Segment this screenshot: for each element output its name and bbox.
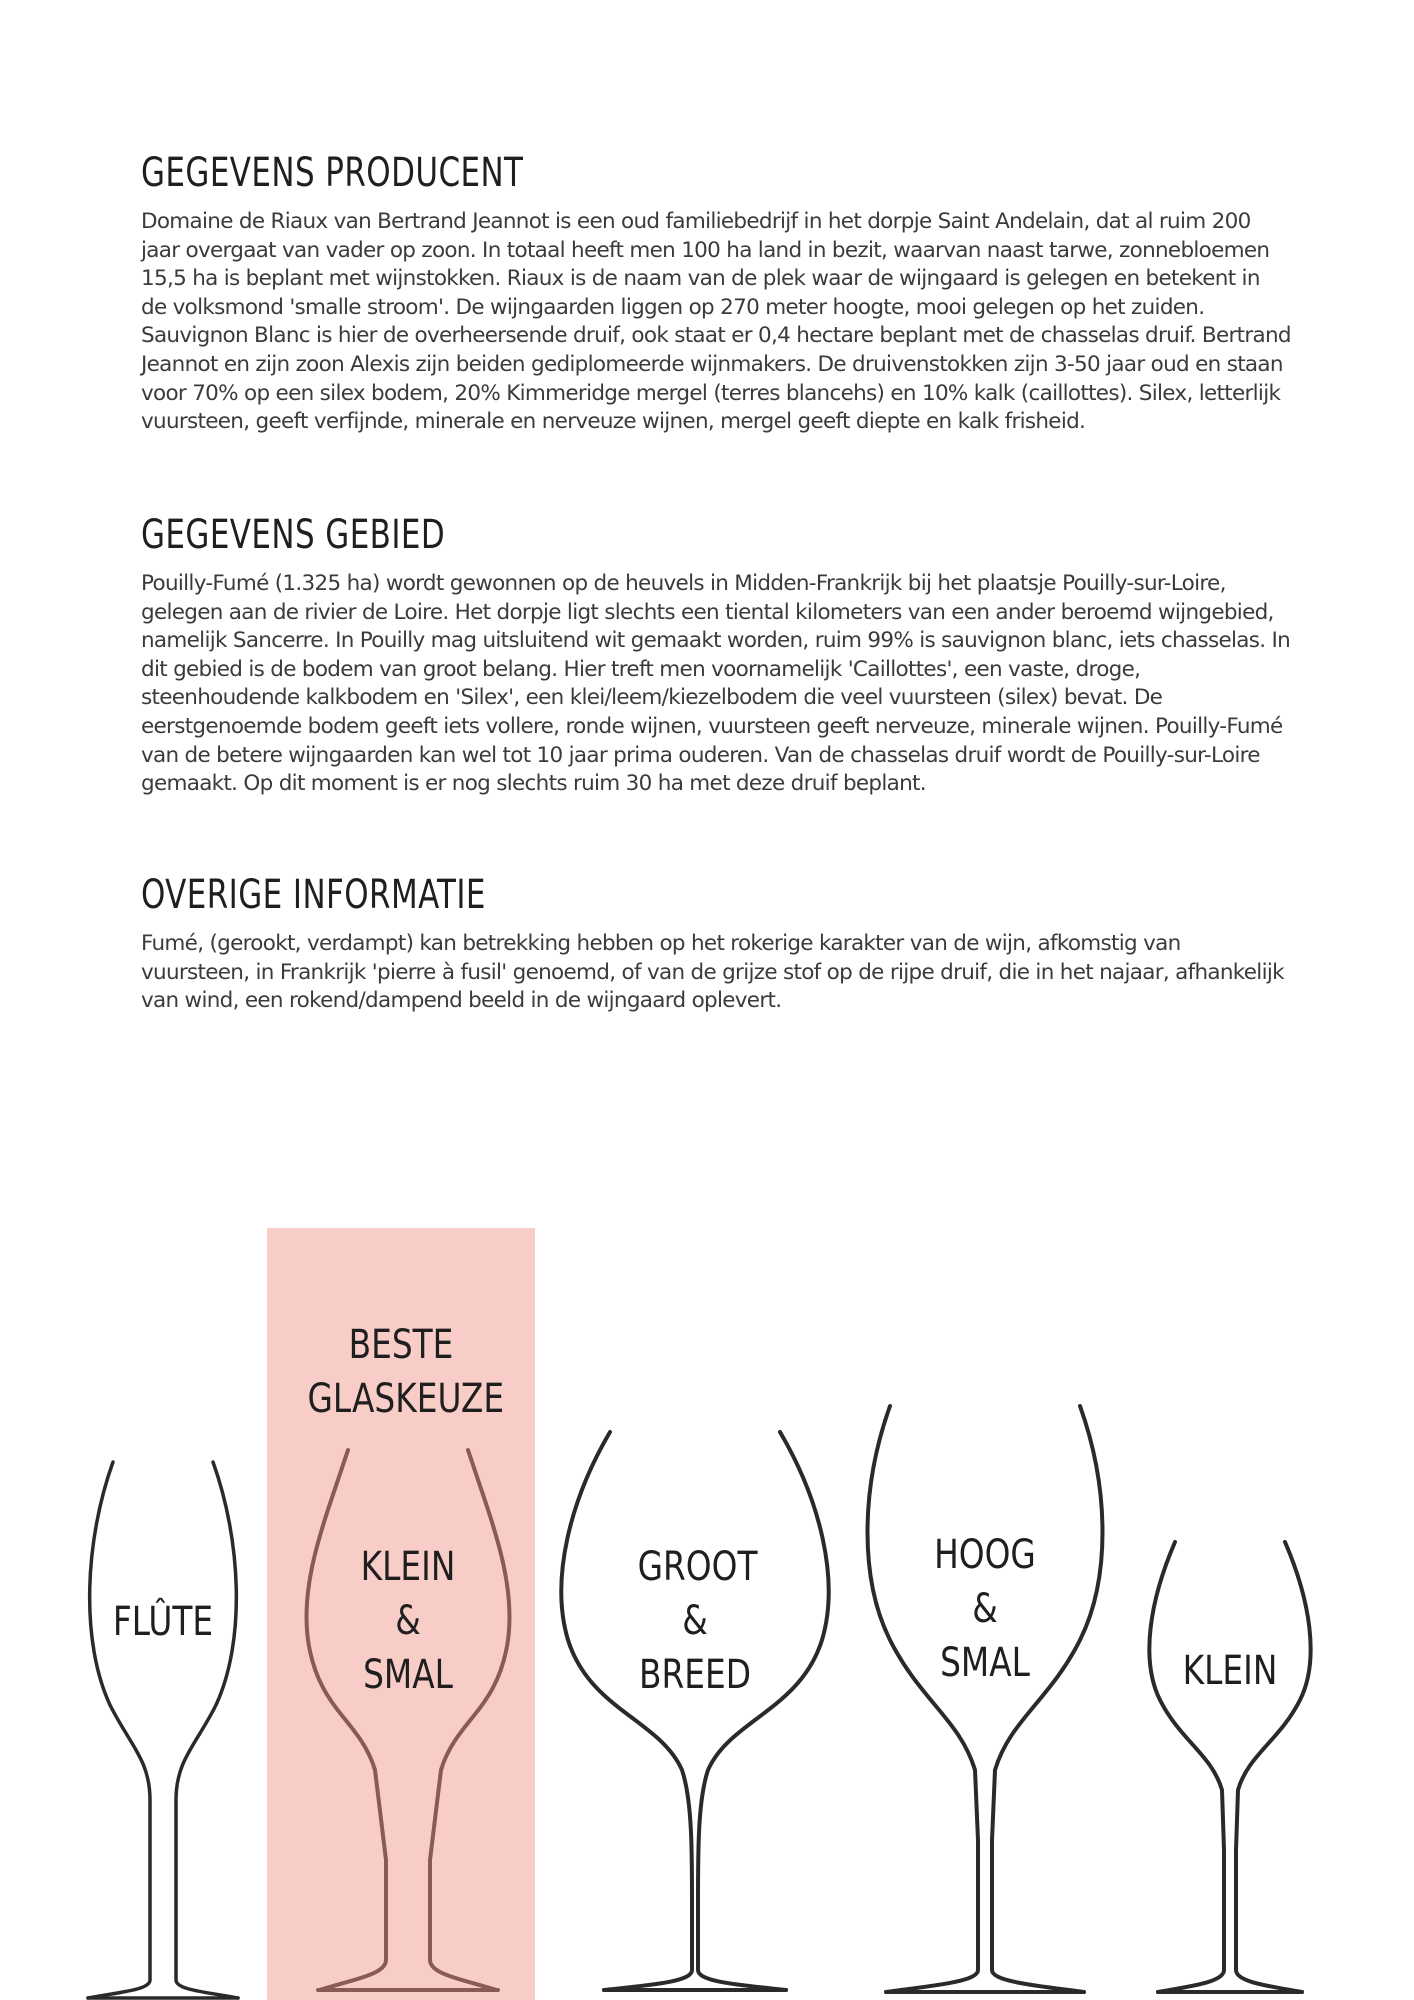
section-body: Fumé, (gerookt, verdampt) kan betrekking hebben op het rokerige karakter van de wijn, afkomstig van vuursteen, in Frankrijk 'pierre à fusil' genoemd, of van de grijze stof op de rijpe druif, die in het najaar, afhankelijk van wind, een rokend/dampend beeld in de wijngaard oplevert. <box>141 931 1284 1014</box>
section-title: GEGEVENS PRODUCENT <box>141 150 524 196</box>
groot-breed-glass-icon <box>561 1432 828 1990</box>
best-glass-heading: BESTE GLASKEUZE <box>307 1322 505 1422</box>
glass-label-klein-smal: KLEIN & SMAL <box>360 1544 456 1698</box>
section-body: Pouilly-Fumé (1.325 ha) wordt gewonnen op de heuvels in Midden-Frankrijk bij het plaatsje Pouilly-sur-Loire, gelegen aan de rivier de Loire. Het dorpje ligt slechts een tiental kilometers van een ander beroemd wijngebied, namelijk Sancerre. In Pouilly mag uitsluitend wit gemaakt worden, ruim 99% is sauvignon blanc, iets chasselas. In dit gebied is de bodem van groot belang. Hier treft men voornamelijk 'Caillottes', een vaste, droge, steenhoudende kalkbodem en 'Silex', een klei/leem/kiezelbodem die veel vuursteen (silex) bevat. De eerstgenoemde bodem geeft iets vollere, ronde wijnen, vuursteen geeft nerveuze, minerale wijnen. Pouilly-Fumé van de betere wijngaarden kan wel tot 10 jaar prima ouderen. Van de chasselas druif wordt de Pouilly-sur-Loire gemaakt. Op dit moment is er nog slechts ruim 30 ha met deze druif beplant. <box>141 571 1291 797</box>
hoog-smal-glass-icon <box>868 1406 1103 1992</box>
glass-label-groot-breed: GROOT & BREED <box>637 1544 758 1698</box>
section-title: GEGEVENS GEBIED <box>141 512 446 558</box>
section-body: Domaine de Riaux van Bertrand Jeannot is een oud familiebedrijf in het dorpje Saint Andelain, dat al ruim 200 jaar overgaat van vader op zoon. In totaal heeft men 100 ha land in bezit, waarvan naast tarwe, zonnebloemen 15,5 ha is beplant met wijnstokken. Riaux is de naam van de plek waar de wijngaard is gelegen en betekent in de volksmond 'smalle stroom'. De wijngaarden liggen op 270 meter hoogte, mooi gelegen op het zuiden. Sauvignon Blanc is hier de overheersende druif, ook staat er 0,4 hectare beplant met de chasselas druif. Bertrand Jeannot en zijn zoon Alexis zijn beiden gediplomeerde wijnmakers. De druivenstokken zijn 3-50 jaar oud en staan voor 70% op een silex bodem, 20% Kimmeridge mergel (terres blancehs) en 10% kalk (caillottes). Silex, letterlijk vuursteen, geeft verfijnde, minerale en nerveuze wijnen, mergel geeft diepte en kalk frisheid. <box>141 209 1291 435</box>
section-overige-informatie <box>141 872 1291 1016</box>
glass-label-hoog-smal: HOOG & SMAL <box>934 1532 1036 1686</box>
section-title: OVERIGE INFORMATIE <box>141 872 486 918</box>
glass-label-klein: KLEIN <box>1182 1648 1278 1694</box>
glass-label-flute: FLÛTE <box>112 1599 214 1645</box>
section-gebied <box>141 512 1291 799</box>
klein-glass-icon <box>1149 1542 1310 1992</box>
klein-smal-glass-icon <box>306 1450 509 1990</box>
section-producent <box>141 150 1291 437</box>
glass-choice-panel <box>0 1200 1414 2000</box>
flute-glass-icon <box>88 1462 238 1998</box>
